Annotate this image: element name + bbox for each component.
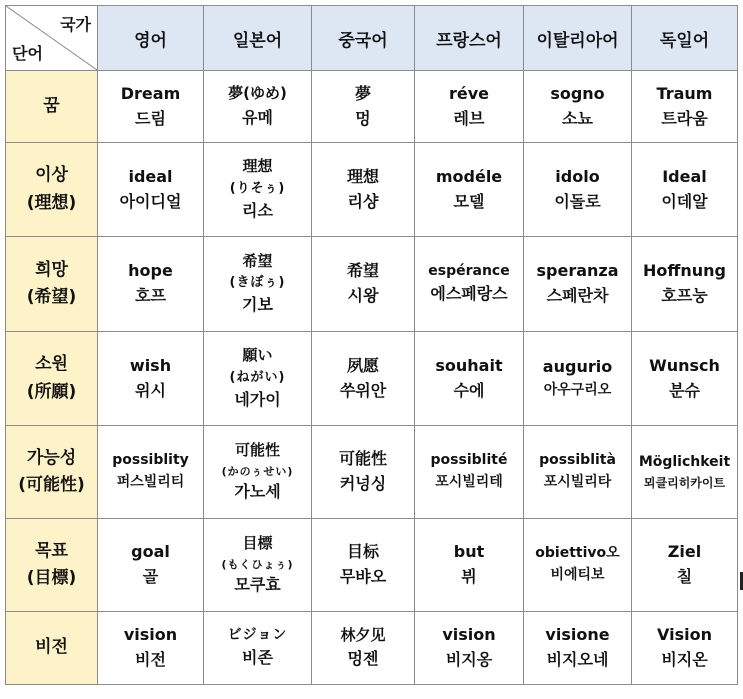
row-label-text: 소원 xyxy=(35,354,68,375)
row-label-hanja: (所願) xyxy=(26,381,77,402)
table-cell xyxy=(98,426,204,519)
word: 林夕见 xyxy=(340,625,386,644)
pronunciation: 비지온 xyxy=(661,650,708,669)
reading: (かのぅせい) xyxy=(221,464,294,478)
table-row xyxy=(6,612,738,685)
word: 希望 xyxy=(346,261,379,281)
pronunciation: 포시빌리타 xyxy=(543,474,612,490)
pronunciation: 커넝싱 xyxy=(339,474,387,493)
table-cell xyxy=(415,332,524,426)
table-cell xyxy=(204,612,312,685)
table-cell xyxy=(98,332,204,426)
table-cell xyxy=(415,612,524,685)
row-label xyxy=(6,332,98,426)
row-label-hanja: (目標) xyxy=(26,568,77,588)
pronunciation: 비에티보 xyxy=(550,567,605,583)
word: 夙愿 xyxy=(346,355,379,375)
word: speranza xyxy=(536,261,619,281)
row-label xyxy=(6,71,98,143)
pronunciation: 모델 xyxy=(453,191,485,211)
language-header: 독일어 xyxy=(632,6,738,71)
table-row xyxy=(6,71,738,143)
word: 夢 xyxy=(354,83,371,103)
table-cell xyxy=(524,237,632,332)
pronunciation: 시왕 xyxy=(347,286,379,305)
table-cell xyxy=(415,426,524,519)
word: possiblity xyxy=(112,452,189,469)
pronunciation: 쑤위안 xyxy=(339,380,387,400)
table-cell xyxy=(312,612,415,685)
row-label-text: 꿈 xyxy=(43,95,60,116)
word: visione xyxy=(545,625,610,645)
pronunciation: 리샹 xyxy=(347,191,379,211)
word: Hoffnung xyxy=(643,261,726,281)
row-label xyxy=(6,237,98,332)
word: Möglichkeit xyxy=(638,453,731,470)
table-cell xyxy=(415,71,524,143)
table-row xyxy=(6,426,738,519)
table-cell xyxy=(312,426,415,519)
table-cell xyxy=(524,519,632,612)
row-label-hanja: (希望) xyxy=(26,287,77,307)
word: augurio xyxy=(542,357,613,377)
pronunciation: 에스페랑스 xyxy=(430,284,508,304)
table-cell xyxy=(312,332,415,426)
pronunciation: 이돌로 xyxy=(554,191,601,211)
language-header: 중국어 xyxy=(312,6,415,71)
table-cell xyxy=(312,519,415,612)
corner-cell xyxy=(6,6,98,71)
table-cell xyxy=(98,237,204,332)
row-label xyxy=(6,519,98,612)
table-cell xyxy=(204,519,312,612)
pronunciation: 비지옹 xyxy=(445,650,493,669)
pronunciation: 비전 xyxy=(135,650,166,669)
pronunciation: 골 xyxy=(142,567,159,586)
word: 目标 xyxy=(346,542,379,562)
pronunciation: 호프 xyxy=(135,286,166,305)
pronunciation: 유메 xyxy=(242,107,273,127)
reading: (りそぅ) xyxy=(229,180,286,196)
pronunciation: 뷔 xyxy=(461,567,477,586)
word: vision xyxy=(442,625,496,645)
language-header: 프랑스어 xyxy=(415,6,524,71)
pronunciation: 기보 xyxy=(242,295,273,315)
reading: (もくひょぅ) xyxy=(221,557,294,571)
table-row xyxy=(6,332,738,426)
word: 理想 xyxy=(346,166,379,186)
reading: (きぼぅ) xyxy=(229,275,286,291)
table-cell xyxy=(524,426,632,519)
pronunciation: 호프눙 xyxy=(661,286,708,305)
row-label-text: 희망 xyxy=(35,259,68,280)
table-cell xyxy=(524,71,632,143)
table-cell xyxy=(524,332,632,426)
word: possiblità xyxy=(539,452,616,469)
table-cell xyxy=(524,143,632,237)
word: 願い xyxy=(242,346,273,365)
word: sogno xyxy=(550,83,605,103)
table-cell xyxy=(312,143,415,237)
header-row xyxy=(6,6,738,71)
word: 可能性 xyxy=(338,449,387,469)
word: 夢(ゆめ) xyxy=(228,84,287,103)
pronunciation: 수에 xyxy=(453,380,485,400)
pronunciation: 멍 xyxy=(355,108,371,128)
word: possiblité xyxy=(430,452,508,469)
table-cell xyxy=(415,519,524,612)
word: espérance xyxy=(428,262,510,279)
table-cell xyxy=(204,237,312,332)
pronunciation: 아우구리오 xyxy=(543,382,612,399)
table-cell xyxy=(312,237,415,332)
table-cell xyxy=(632,332,738,426)
table-cell xyxy=(312,71,415,143)
word: 可能性 xyxy=(234,441,280,460)
language-header: 일본어 xyxy=(204,6,312,71)
language-header: 이탈리아어 xyxy=(524,6,632,71)
table-row xyxy=(6,143,738,237)
table-cell xyxy=(98,143,204,237)
pronunciation: 포시빌리테 xyxy=(435,474,503,490)
pronunciation: 이데알 xyxy=(661,191,708,211)
pronunciation: 무뱌오 xyxy=(339,567,387,586)
table-cell xyxy=(632,71,738,143)
word: obiettivo오 xyxy=(535,545,620,562)
row-label xyxy=(6,143,98,237)
pronunciation: 리소 xyxy=(242,200,273,220)
word: Dream xyxy=(120,83,181,103)
vocabulary-table xyxy=(5,5,738,685)
pronunciation: 소뇨 xyxy=(562,108,593,128)
row-label-hanja: (可能性) xyxy=(18,475,85,495)
word: 目標 xyxy=(242,534,273,553)
row-label-text: 이상 xyxy=(35,165,68,186)
table-cell xyxy=(204,426,312,519)
word: ビジョン xyxy=(227,626,288,643)
pronunciation: 트라움 xyxy=(661,108,708,128)
table-cell xyxy=(204,332,312,426)
table-cell xyxy=(415,237,524,332)
table-cell xyxy=(204,143,312,237)
word: Ideal xyxy=(662,166,707,186)
pronunciation: 레브 xyxy=(453,108,485,128)
word: Traum xyxy=(656,83,713,103)
table-cell xyxy=(98,71,204,143)
pronunciation: 멍젠 xyxy=(347,649,379,669)
language-header: 영어 xyxy=(98,6,204,71)
word: Wunsch xyxy=(649,355,720,375)
pronunciation: 모쿠효 xyxy=(234,574,281,594)
table-cell xyxy=(632,426,738,519)
table-cell xyxy=(415,143,524,237)
word: vision xyxy=(123,625,178,645)
row-label-hanja: (理想) xyxy=(26,192,77,213)
table-row xyxy=(6,519,738,612)
corner-label-country: 국가 xyxy=(60,15,91,34)
reading: (ねがい) xyxy=(229,369,286,385)
row-label-text: 가능성 xyxy=(26,447,77,468)
pronunciation: 비지오네 xyxy=(546,650,609,669)
word: wish xyxy=(129,355,172,375)
row-label-text: 목표 xyxy=(35,540,68,561)
pronunciation: 가노세 xyxy=(234,481,281,501)
table-cell xyxy=(632,519,738,612)
word: réve xyxy=(448,83,490,103)
word: Ziel xyxy=(667,542,702,562)
word: modéle xyxy=(435,166,503,186)
table-cell xyxy=(98,612,204,685)
word: hope xyxy=(128,261,173,281)
word: but xyxy=(453,542,485,562)
table-cell xyxy=(632,143,738,237)
row-label-text: 비전 xyxy=(35,637,68,658)
pronunciation: 퍼스빌리티 xyxy=(116,474,185,490)
word: Vision xyxy=(657,625,712,645)
pronunciation: 칠 xyxy=(676,567,693,586)
table-row xyxy=(6,237,738,332)
table-cell xyxy=(204,71,312,143)
table-cell xyxy=(632,237,738,332)
word: souhait xyxy=(435,355,503,375)
row-label xyxy=(6,426,98,519)
pronunciation: 아이디얼 xyxy=(119,191,182,211)
pronunciation: 스페란차 xyxy=(546,286,609,305)
table-cell xyxy=(632,612,738,685)
pronunciation: 뫼클리히카이트 xyxy=(643,475,726,490)
word: 希望 xyxy=(242,251,273,270)
table-cell xyxy=(98,519,204,612)
word: ideal xyxy=(128,166,173,186)
pronunciation: 분슈 xyxy=(669,380,700,400)
word: idolo xyxy=(555,166,600,186)
pronunciation: 비존 xyxy=(242,648,273,668)
corner-label-word: 단어 xyxy=(12,44,43,63)
pronunciation: 드림 xyxy=(135,108,166,128)
word: goal xyxy=(131,542,170,562)
table-cell xyxy=(524,612,632,685)
pronunciation: 네가이 xyxy=(234,389,281,409)
word: 理想 xyxy=(242,157,273,176)
row-label xyxy=(6,612,98,685)
pronunciation: 위시 xyxy=(135,380,166,400)
